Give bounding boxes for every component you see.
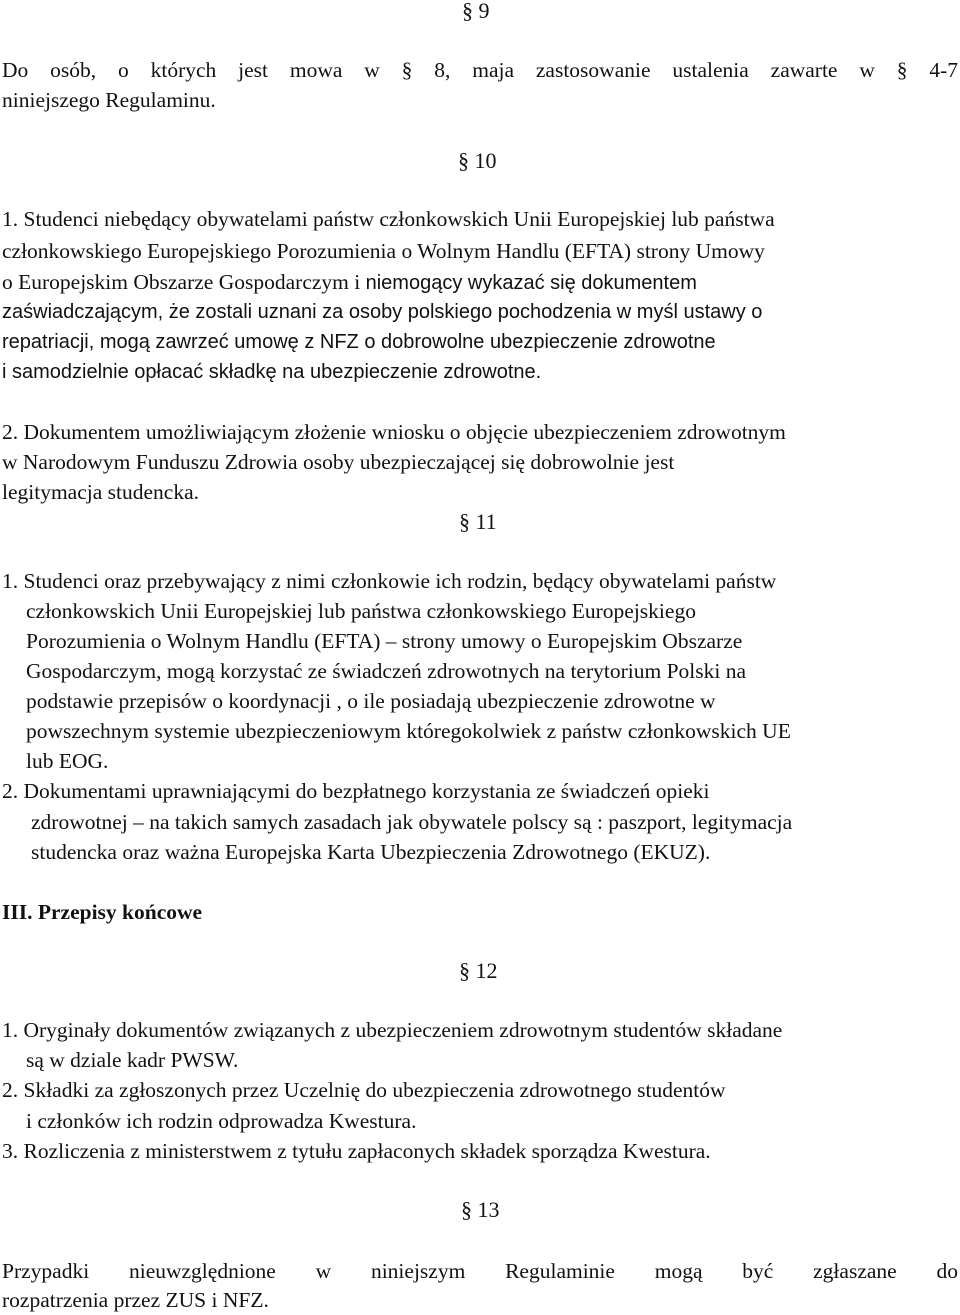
- paragraph-10-item-1-line-2: członkowskiego Europejskiego Porozumienia o Wolnym Handlu (EFTA) strony Umowy: [2, 239, 765, 263]
- paragraph-11-item-1-line-3: Porozumienia o Wolnym Handlu (EFTA) – strony umowy o Europejskim Obszarze: [26, 629, 743, 653]
- paragraph-9-line-2: niniejszego Regulaminu.: [2, 88, 216, 112]
- paragraph-10-item-2-line-3: legitymacja studencka.: [2, 480, 200, 504]
- paragraph-11-item-1-line-7: lub EOG.: [26, 749, 109, 773]
- paragraph-11-item-1-line-6: powszechnym systemie ubezpieczeniowym któregokolwiek z państw członkowskich UE: [26, 719, 791, 743]
- paragraph-12-item-2-line-1: 2. Składki za zgłoszonych przez Uczelnię do ubezpieczenia zdrowotnego studentów: [2, 1078, 726, 1102]
- paragraph-11-item-2-line-3: studencka oraz ważna Europejska Karta Ubezpieczenia Zdrowotnego (EKUZ).: [31, 840, 711, 864]
- paragraph-12-item-3-line-1: 3. Rozliczenia z ministerstwem z tytułu zapłaconych składek sporządza Kwestura.: [2, 1139, 711, 1163]
- paragraph-10-item-1-line-3: [2, 267, 697, 298]
- paragraph-11-item-2-line-2: zdrowotnej – na takich samych zasadach jak obywatele polscy są : paszport, legitymacja: [31, 810, 793, 834]
- paragraph-10-item-1-line-4: zaświadczającym, że zostali uznani za osoby polskiego pochodzenia w myśl ustawy o: [2, 301, 763, 323]
- paragraph-11-item-1-line-4: Gospodarczym, mogą korzystać ze świadczeń zdrowotnych na terytorium Polski na: [26, 659, 747, 683]
- paragraph-12-item-1-line-1: 1. Oryginały dokumentów związanych z ubezpieczeniem zdrowotnym studentów składane: [2, 1018, 783, 1042]
- paragraph-13-line-1: Przypadki nieuwzględnione w niniejszym Regulaminie mogą być zgłaszane do: [2, 1259, 958, 1283]
- paragraph-10-item-1-line-6: i samodzielnie opłacać składkę na ubezpieczenie zdrowotne.: [2, 361, 542, 383]
- paragraph-10-item-1-line-3-start: o Europejskim Obszarze Gospodarczym i: [2, 270, 366, 294]
- paragraph-10-item-2-line-2: w Narodowym Funduszu Zdrowia osoby ubezpieczającej się dobrowolnie jest: [2, 450, 675, 474]
- section-heading-13: § 13: [461, 1197, 500, 1222]
- paragraph-13-line-2: rozpatrzenia przez ZUS i NFZ.: [2, 1288, 269, 1312]
- paragraph-10-item-1-line-1: 1. Studenci niebędący obywatelami państw członkowskich Unii Europejskiej lub państwa: [2, 207, 775, 231]
- chapter-heading-iii: III. Przepisy końcowe: [2, 900, 203, 924]
- paragraph-10-item-1-line-5: repatriacji, mogą zawrzeć umowę z NFZ o dobrowolne ubezpieczenie zdrowotne: [2, 331, 716, 353]
- paragraph-10-item-1-line-3-end: niemogący wykazać się dokumentem: [365, 272, 697, 294]
- section-heading-11: § 11: [459, 509, 497, 534]
- paragraph-12-item-2-line-2: i członków ich rodzin odprowadza Kwestura.: [26, 1109, 417, 1133]
- paragraph-11-item-1-line-2: członkowskich Unii Europejskiej lub państwa członkowskiego Europejskiego: [26, 599, 696, 623]
- paragraph-10-item-2-line-1: 2. Dokumentem umożliwiającym złożenie wniosku o objęcie ubezpieczeniem zdrowotnym: [2, 420, 786, 444]
- paragraph-12-item-1-line-2: są w dziale kadr PWSW.: [26, 1048, 239, 1072]
- paragraph-11-item-1-line-1: 1. Studenci oraz przebywający z nimi członkowie ich rodzin, będący obywatelami państw: [2, 569, 777, 593]
- section-heading-9: § 9: [462, 0, 490, 23]
- paragraph-9-line-1: Do osób, o których jest mowa w § 8, maja zastosowanie ustalenia zawarte w § 4-7: [2, 58, 958, 82]
- paragraph-11-item-1-line-5: podstawie przepisów o koordynacji , o ile posiadają ubezpieczenie zdrowotne w: [26, 689, 716, 713]
- section-heading-10: § 10: [458, 148, 497, 173]
- paragraph-11-item-2-line-1: 2. Dokumentami uprawniającymi do bezpłatnego korzystania ze świadczeń opieki: [2, 779, 710, 803]
- section-heading-12: § 12: [459, 958, 498, 983]
